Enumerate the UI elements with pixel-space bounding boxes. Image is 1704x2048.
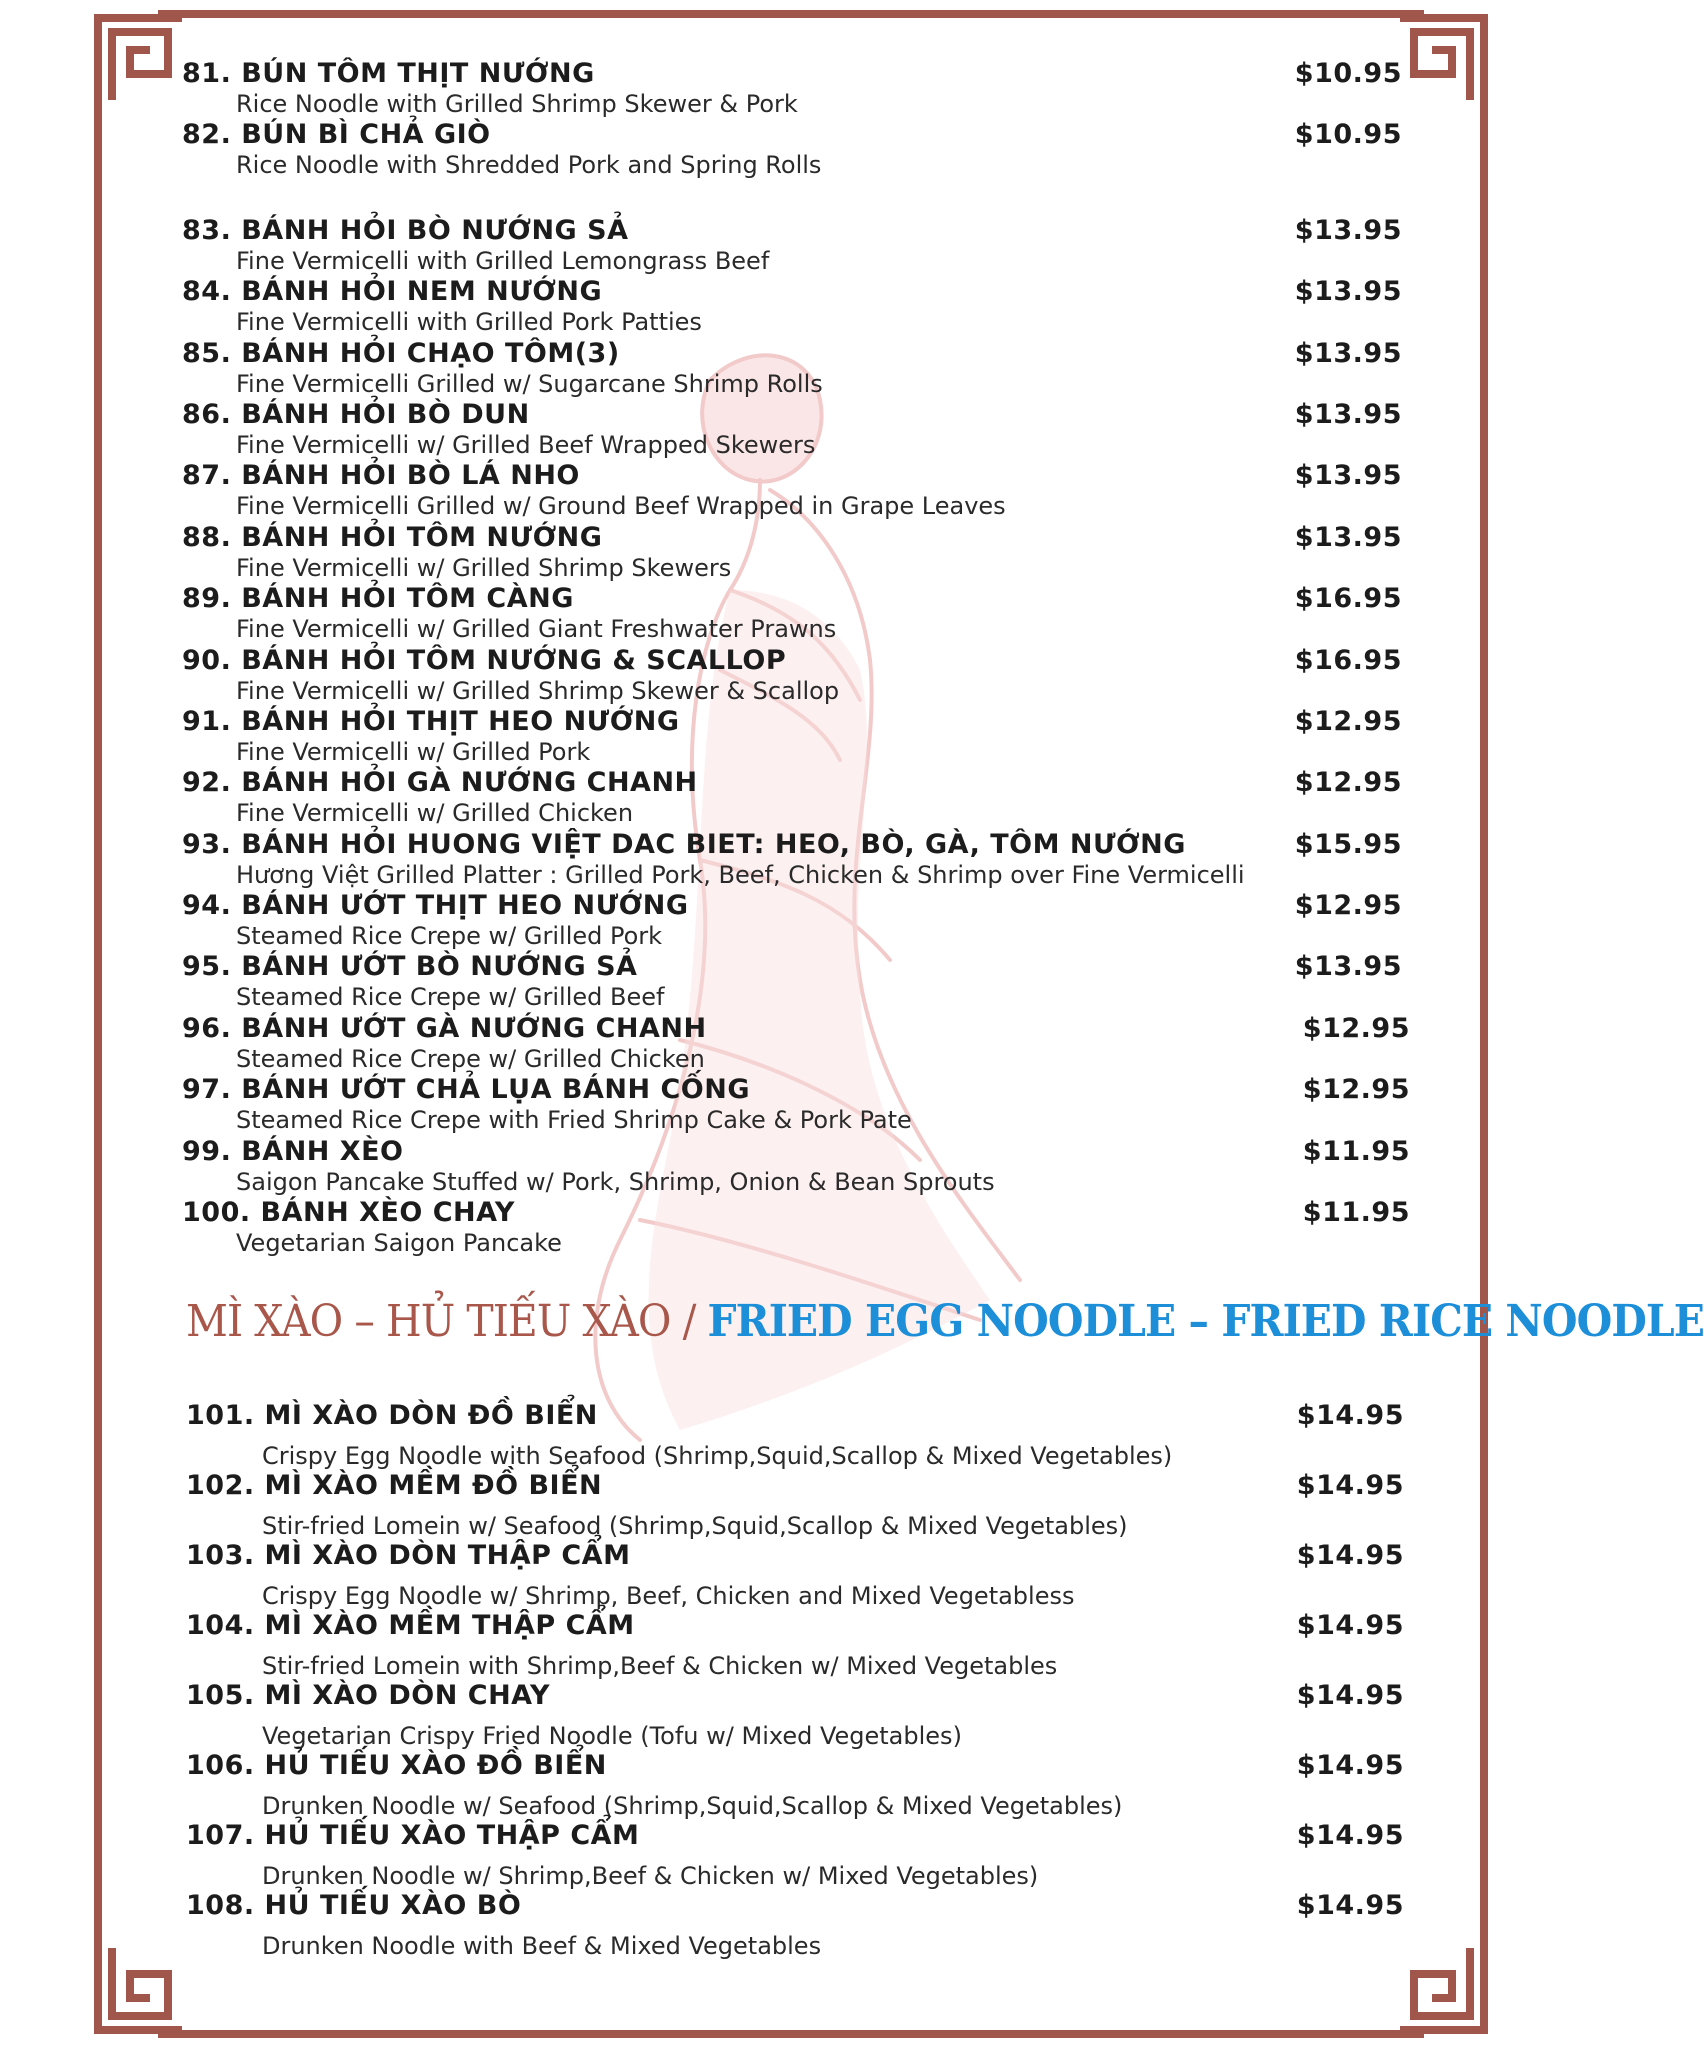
- menu-item-87: [0, 460, 1582, 521]
- item-title: 81. BÚN TÔM THỊT NƯỚNG: [182, 58, 595, 89]
- item-description: Vegetarian Saigon Pancake: [236, 1229, 562, 1258]
- item-title: 89. BÁNH HỎI TÔM CÀNG: [182, 583, 574, 615]
- item-price: $10.95: [1294, 58, 1402, 89]
- item-description: Stir-fried Lomein w/ Seafood (Shrimp,Squid,Scallop & Mixed Vegetables): [262, 1512, 1128, 1540]
- menu-item-83: [0, 215, 1582, 276]
- item-description: Saigon Pancake Stuffed w/ Pork, Shrimp, Onion & Bean Sprouts: [236, 1167, 995, 1196]
- item-price: $14.95: [1296, 1890, 1404, 1921]
- item-description: Fine Vermicelli w/ Grilled Giant Freshwater Prawns: [236, 615, 837, 644]
- menu-item-95: [0, 951, 1582, 1012]
- item-title: 99. BÁNH XÈO: [182, 1135, 404, 1167]
- item-description: Steamed Rice Crepe w/ Grilled Chicken: [236, 1044, 705, 1073]
- menu-item-108: [0, 1890, 1582, 1960]
- item-price: $13.95: [1294, 521, 1402, 553]
- item-title: 84. BÁNH HỎI NEM NƯỚNG: [182, 276, 603, 308]
- item-price: $13.95: [1294, 276, 1402, 308]
- item-title: 107. HỦ TIẾU XÀO THẬP CẨM: [186, 1820, 640, 1851]
- menu-item-91: [0, 706, 1582, 767]
- section-heading-fried-noodle: [186, 1296, 1704, 1347]
- item-description: Stir-fried Lomein with Shrimp,Beef & Chicken w/ Mixed Vegetables: [262, 1652, 1058, 1680]
- item-description: Fine Vermicelli with Grilled Pork Patties: [236, 308, 702, 337]
- item-title: 86. BÁNH HỎI BÒ DUN: [182, 398, 530, 430]
- menu-list-rice-noodle: [0, 58, 1582, 1258]
- item-title: 85. BÁNH HỎI CHẠO TÔM(3): [182, 337, 620, 369]
- menu-item-101: [0, 1400, 1582, 1470]
- item-title: 87. BÁNH HỎI BÒ LÁ NHO: [182, 460, 580, 492]
- item-price: $12.95: [1302, 1012, 1410, 1044]
- item-description: Drunken Noodle with Beef & Mixed Vegetables: [262, 1932, 822, 1960]
- item-title: 92. BÁNH HỎI GÀ NƯỚNG CHANH: [182, 767, 698, 799]
- item-description: Drunken Noodle w/ Seafood (Shrimp,Squid,Scallop & Mixed Vegetables): [262, 1792, 1123, 1820]
- menu-item-97: [0, 1074, 1582, 1135]
- item-title: 97. BÁNH ƯỚT CHẢ LỤA BÁNH CỐNG: [182, 1074, 750, 1106]
- item-title: 83. BÁNH HỎI BÒ NƯỚNG SẢ: [182, 214, 629, 246]
- item-title: 108. HỦ TIẾU XÀO BÒ: [186, 1890, 522, 1921]
- item-price: $16.95: [1294, 644, 1402, 676]
- item-description: Hương Việt Grilled Platter : Grilled Pork, Beef, Chicken & Shrimp over Fine Vermicelli: [236, 860, 1245, 889]
- menu-item-86: [0, 399, 1582, 460]
- item-description: Crispy Egg Noodle w/ Shrimp, Beef, Chicken and Mixed Vegetabless: [262, 1582, 1075, 1610]
- item-description: Steamed Rice Crepe with Fried Shrimp Cake & Pork Pate: [236, 1106, 912, 1135]
- item-description: Steamed Rice Crepe w/ Grilled Beef: [236, 983, 665, 1012]
- menu-item-93: [0, 829, 1582, 890]
- item-price: $14.95: [1296, 1680, 1404, 1711]
- item-title: 90. BÁNH HỎI TÔM NƯỚNG & SCALLOP: [182, 644, 787, 676]
- item-description: Drunken Noodle w/ Shrimp,Beef & Chicken w/ Mixed Vegetables): [262, 1862, 1039, 1890]
- item-title: 82. BÚN BÌ CHẢ GIÒ: [182, 119, 491, 151]
- item-price: $13.95: [1294, 951, 1402, 983]
- item-price: $14.95: [1296, 1470, 1404, 1501]
- menu-item-107: [0, 1820, 1582, 1890]
- item-description: Fine Vermicelli w/ Grilled Beef Wrapped Skewers: [236, 430, 816, 459]
- item-price: $12.95: [1294, 767, 1402, 799]
- menu-item-90: [0, 645, 1582, 706]
- item-title: 104. MÌ XÀO MỀM THẬP CẨM: [186, 1610, 635, 1641]
- item-price: $16.95: [1294, 583, 1402, 615]
- menu-item-94: [0, 890, 1582, 951]
- item-description: Vegetarian Crispy Fried Noodle (Tofu w/ Mixed Vegetables): [262, 1722, 962, 1750]
- menu-item-102: [0, 1470, 1582, 1540]
- menu-item-84: [0, 276, 1582, 337]
- item-price: $13.95: [1294, 214, 1402, 246]
- item-title: 105. MÌ XÀO DÒN CHAY: [186, 1680, 551, 1711]
- frame-top-border: [158, 10, 1424, 18]
- menu-item-105: [0, 1680, 1582, 1750]
- item-price: $14.95: [1296, 1750, 1404, 1781]
- menu-list-fried-noodle: [0, 1400, 1582, 1960]
- item-title: 95. BÁNH ƯỚT BÒ NƯỚNG SẢ: [182, 951, 638, 983]
- item-description: Fine Vermicelli w/ Grilled Shrimp Skewer & Scallop: [236, 676, 840, 705]
- item-description: Fine Vermicelli w/ Grilled Pork: [236, 737, 591, 766]
- menu-item-104: [0, 1610, 1582, 1680]
- item-price: $13.95: [1294, 398, 1402, 430]
- item-description: Fine Vermicelli w/ Grilled Shrimp Skewers: [236, 553, 732, 582]
- item-price: $11.95: [1302, 1197, 1410, 1229]
- section-heading-vietnamese: MÌ XÀO – HỦ TIẾU XÀO: [186, 1296, 671, 1347]
- item-price: $14.95: [1296, 1610, 1404, 1641]
- menu-item-92: [0, 767, 1582, 828]
- item-description: Rice Noodle with Grilled Shrimp Skewer & Pork: [236, 90, 798, 118]
- section-heading-separator: /: [670, 1296, 708, 1347]
- menu-item-99: [0, 1136, 1582, 1197]
- menu-item-89: [0, 583, 1582, 644]
- menu-item-81: [0, 58, 1582, 119]
- item-price: $14.95: [1296, 1540, 1404, 1571]
- item-price: $14.95: [1296, 1400, 1404, 1431]
- menu-item-82: [0, 119, 1582, 180]
- item-price: $12.95: [1294, 890, 1402, 922]
- item-price: $13.95: [1294, 460, 1402, 492]
- item-title: 103. MÌ XÀO DÒN THẬP CẨM: [186, 1540, 631, 1571]
- item-title: 102. MÌ XÀO MỀM ĐỒ BIỂN: [186, 1470, 603, 1501]
- item-description: Steamed Rice Crepe w/ Grilled Pork: [236, 922, 663, 951]
- item-description: Fine Vermicelli Grilled w/ Sugarcane Shrimp Rolls: [236, 369, 823, 398]
- item-title: 96. BÁNH ƯỚT GÀ NƯỚNG CHANH: [182, 1012, 707, 1044]
- menu-item-106: [0, 1750, 1582, 1820]
- item-title: 93. BÁNH HỎI HUONG VIỆT DAC BIET: HEO, BÒ, GÀ, TÔM NƯỚNG: [182, 828, 1186, 860]
- item-description: Fine Vermicelli w/ Grilled Chicken: [236, 799, 634, 828]
- frame-bottom-border: [158, 2030, 1424, 2038]
- item-title: 94. BÁNH ƯỚT THỊT HEO NƯỚNG: [182, 890, 689, 922]
- item-price: $11.95: [1302, 1135, 1410, 1167]
- item-price: $10.95: [1294, 119, 1402, 151]
- item-description: Fine Vermicelli Grilled w/ Ground Beef Wrapped in Grape Leaves: [236, 492, 1006, 521]
- item-description: Fine Vermicelli with Grilled Lemongrass Beef: [236, 246, 770, 275]
- item-title: 106. HỦ TIẾU XÀO ĐỒ BIỂN: [186, 1750, 607, 1781]
- menu-item-103: [0, 1540, 1582, 1610]
- item-title: 88. BÁNH HỎI TÔM NƯỚNG: [182, 521, 603, 553]
- item-price: $12.95: [1302, 1074, 1410, 1106]
- menu-item-85: [0, 338, 1582, 399]
- item-price: $12.95: [1294, 705, 1402, 737]
- section-heading-english: FRIED EGG NOODLE – FRIED RICE NOODLE: [707, 1296, 1704, 1347]
- item-title: 100. BÁNH XÈO CHAY: [182, 1197, 515, 1229]
- item-price: $15.95: [1294, 828, 1402, 860]
- menu-item-96: [0, 1013, 1582, 1074]
- item-title: 101. MÌ XÀO DÒN ĐỒ BIỂN: [186, 1400, 598, 1431]
- item-price: $13.95: [1294, 337, 1402, 369]
- item-description: Crispy Egg Noodle with Seafood (Shrimp,Squid,Scallop & Mixed Vegetables): [262, 1442, 1173, 1470]
- item-title: 91. BÁNH HỎI THỊT HEO NƯỚNG: [182, 705, 680, 737]
- menu-item-100: [0, 1197, 1582, 1258]
- item-description: Rice Noodle with Shredded Pork and Spring Rolls: [236, 151, 822, 180]
- menu-item-88: [0, 522, 1582, 583]
- item-price: $14.95: [1296, 1820, 1404, 1851]
